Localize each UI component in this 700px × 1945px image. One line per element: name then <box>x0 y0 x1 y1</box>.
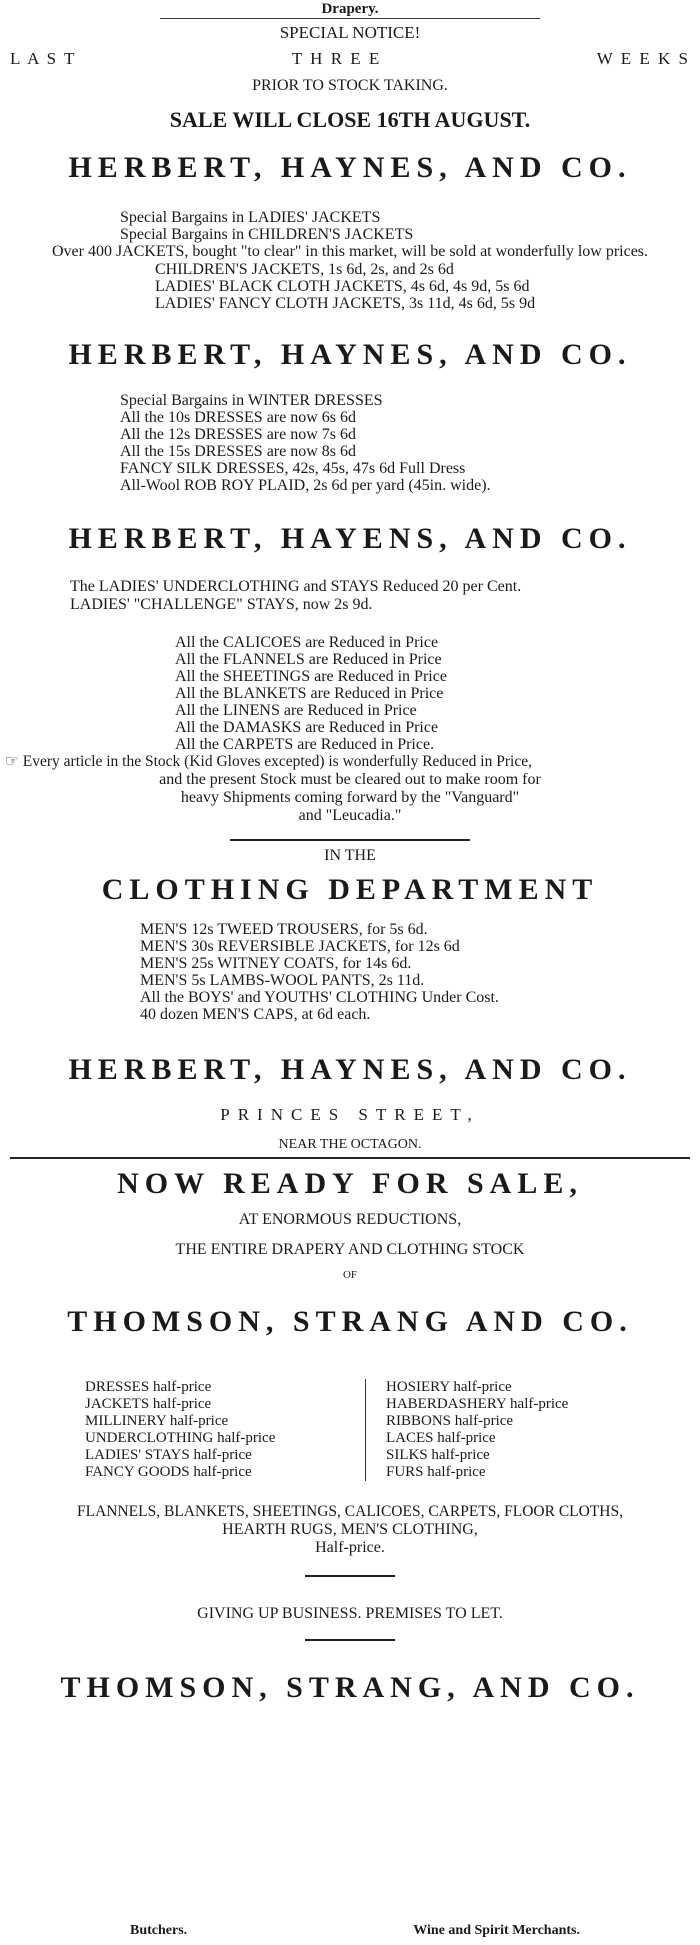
half-price-right-1: HOSIERY half-price <box>386 1379 512 1395</box>
reduced-line-6: All the DAMASKS are Reduced in Price <box>175 719 439 736</box>
every-article-line-2: and the present Stock must be cleared out to make room for <box>159 771 541 788</box>
flannels-line-3: Half-price. <box>315 1539 385 1556</box>
clothing-line-1: MEN'S 12s TWEED TROUSERS, for 5s 6d. <box>140 921 428 938</box>
half-price-left-5: LADIES' STAYS half-price <box>85 1447 252 1463</box>
now-ready-banner: NOW READY FOR SALE, <box>117 1167 583 1200</box>
dresses-line-5: FANCY SILK DRESSES, 42s, 45s, 47s 6d Full Dress <box>120 460 466 477</box>
jackets-line-1: Special Bargains in LADIES' JACKETS <box>120 209 381 226</box>
half-price-right-4: LACES half-price <box>386 1430 496 1446</box>
half-price-left-3: MILLINERY half-price <box>85 1413 229 1429</box>
firm-name-herbert-haynes-3: HERBERT, HAYNES, AND CO. <box>68 1053 632 1086</box>
jackets-line-6: LADIES' FANCY CLOTH JACKETS, 3s 11d, 4s 6d, 5s 9d <box>155 295 536 312</box>
reduced-line-2: All the FLANNELS are Reduced in Price <box>175 651 442 668</box>
flannels-line-1: FLANNELS, BLANKETS, SHEETINGS, CALICOES, CARPETS, FLOOR CLOTHS, <box>77 1503 623 1520</box>
flannels-line-2: HEARTH RUGS, MEN'S CLOTHING, <box>222 1521 478 1538</box>
half-price-right-5: SILKS half-price <box>386 1447 490 1463</box>
sale-close-notice: SALE WILL CLOSE 16TH AUGUST. <box>169 107 531 132</box>
jackets-line-4: CHILDREN'S JACKETS, 1s 6d, 2s, and 2s 6d <box>155 261 454 278</box>
giving-up-business: GIVING UP BUSINESS. PREMISES TO LET. <box>197 1605 503 1622</box>
reduced-line-4: All the BLANKETS are Reduced in Price <box>175 685 444 702</box>
section-header: Drapery. <box>160 0 540 19</box>
every-article-line-3: heavy Shipments coming forward by the "Vanguard" <box>180 789 520 806</box>
address-near: NEAR THE OCTAGON. <box>278 1137 422 1152</box>
half-price-right-3: RIBBONS half-price <box>386 1413 514 1429</box>
clothing-section <box>0 921 700 1023</box>
underclothing-section <box>0 578 700 614</box>
jackets-line-5: LADIES' BLACK CLOTH JACKETS, 4s 6d, 4s 9d, 5s 6d <box>155 278 530 295</box>
underclothing-line-1: The LADIES' UNDERCLOTHING and STAYS Reduced 20 per Cent. <box>70 578 522 595</box>
prior-stock-taking: PRIOR TO STOCK TAKING. <box>252 77 448 94</box>
firm-name-herbert-haynes-2: HERBERT, HAYNES, AND CO. <box>68 338 632 371</box>
of-label: OF <box>342 1269 358 1281</box>
half-price-left-1: DRESSES half-price <box>85 1379 212 1395</box>
dresses-line-1: Special Bargains in WINTER DRESSES <box>120 392 383 409</box>
banner-word-3: W E E K S <box>596 49 690 68</box>
jackets-line-2: Special Bargains in CHILDREN'S JACKETS <box>120 226 414 243</box>
dresses-line-4: All the 15s DRESSES are now 8s 6d <box>120 443 356 460</box>
flannels-section <box>0 1503 700 1557</box>
dresses-line-2: All the 10s DRESSES are now 6s 6d <box>120 409 356 426</box>
half-price-left-2: JACKETS half-price <box>85 1396 212 1412</box>
jackets-line-3: Over 400 JACKETS, bought "to clear" in this market, will be sold at wonderfully low prices. <box>51 243 649 260</box>
clothing-line-3: MEN'S 25s WITNEY COATS, for 14s 6d. <box>140 955 412 972</box>
reduced-line-7: All the CARPETS are Reduced in Price. <box>175 736 435 753</box>
half-price-right-6: FURS half-price <box>386 1464 486 1480</box>
banner-word-2: T H R E E <box>291 49 382 68</box>
last-three-weeks-banner <box>0 49 700 69</box>
firm-name-thomson-2: THOMSON, STRANG, AND CO. <box>60 1671 640 1704</box>
footer-headers <box>0 1923 700 1939</box>
address-street: PRINCES STREET, <box>220 1105 480 1124</box>
clothing-department-banner: CLOTHING DEPARTMENT <box>101 873 599 906</box>
entire-stock: THE ENTIRE DRAPERY AND CLOTHING STOCK <box>175 1241 525 1258</box>
footer-left-heading: Butchers. <box>130 1923 188 1938</box>
reduced-line-5: All the LINENS are Reduced in Price <box>175 702 417 719</box>
reduced-line-3: All the SHEETINGS are Reduced in Price <box>175 668 447 685</box>
clothing-line-4: MEN'S 5s LAMBS-WOOL PANTS, 2s 11d. <box>140 972 425 989</box>
jackets-section <box>0 209 700 312</box>
dresses-section <box>0 392 700 494</box>
section-rule <box>10 1157 690 1159</box>
divider-short-1 <box>305 1575 395 1577</box>
clothing-line-2: MEN'S 30s REVERSIBLE JACKETS, for 12s 6d <box>140 938 460 955</box>
dresses-line-6: All-Wool ROB ROY PLAID, 2s 6d per yard (45in. wide). <box>120 477 491 494</box>
firm-name-thomson-1: THOMSON, STRANG AND CO. <box>67 1305 633 1338</box>
divider-short-2 <box>305 1639 395 1641</box>
divider-rule <box>230 839 470 841</box>
column-separator <box>365 1379 366 1481</box>
clothing-line-6: 40 dozen MEN'S CAPS, at 6d each. <box>140 1006 371 1023</box>
firm-name-herbert-haynes-1: HERBERT, HAYNES, AND CO. <box>68 151 632 184</box>
half-price-right-2: HABERDASHERY half-price <box>386 1396 569 1412</box>
footer-right-heading: Wine and Spirit Merchants. <box>413 1923 580 1938</box>
half-price-left-6: FANCY GOODS half-price <box>85 1464 252 1480</box>
firm-name-herbert-hayens: HERBERT, HAYENS, AND CO. <box>68 522 632 555</box>
reduced-section <box>0 634 700 753</box>
half-price-left-column <box>85 1379 345 1481</box>
every-article-line-1: ☞ Every article in the Stock (Kid Gloves excepted) is wonderfully Reduced in Price, <box>5 753 532 770</box>
dresses-line-3: All the 12s DRESSES are now 7s 6d <box>120 426 356 443</box>
underclothing-line-2: LADIES' "CHALLENGE" STAYS, now 2s 9d. <box>70 596 373 613</box>
half-price-left-4: UNDERCLOTHING half-price <box>85 1430 276 1446</box>
clothing-line-5: All the BOYS' and YOUTHS' CLOTHING Under Cost. <box>140 989 499 1006</box>
half-price-columns <box>85 1379 700 1481</box>
half-price-right-column <box>386 1379 646 1481</box>
in-the-label: IN THE <box>324 847 376 864</box>
reduced-line-1: All the CALICOES are Reduced in Price <box>175 634 439 651</box>
every-article-section <box>0 753 700 825</box>
enormous-reductions: AT ENORMOUS REDUCTIONS, <box>238 1211 462 1228</box>
banner-word-1: L A S T <box>10 49 77 68</box>
every-article-line-4: and "Leucadia." <box>298 807 402 824</box>
special-notice: SPECIAL NOTICE! <box>279 23 421 42</box>
